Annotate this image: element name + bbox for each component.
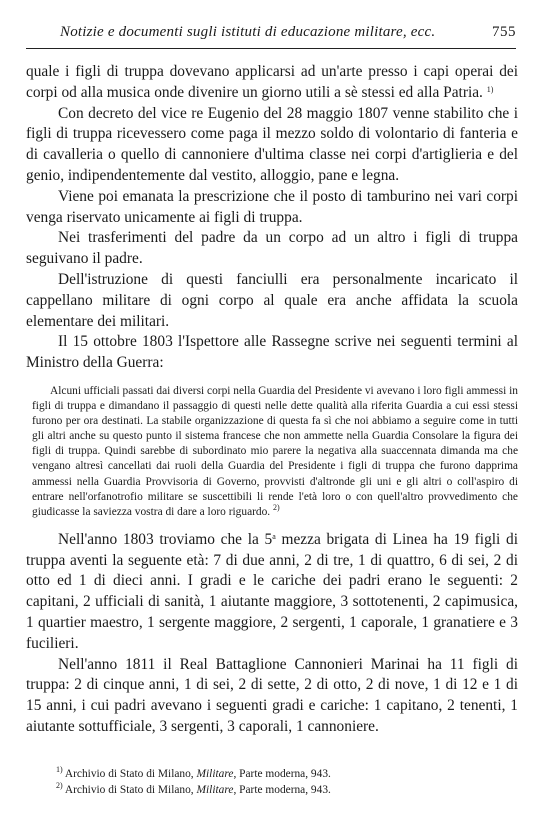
running-title: Notizie e documenti sugli istituti di educazione militare, ecc. — [60, 24, 436, 40]
footnote-source: Archivio di Stato di Milano, — [64, 768, 197, 780]
paragraph-7-rest: mezza brigata di Linea ha 19 figli di truppa aventi la seguente età: 7 di due anni, 2 di tre, 1 di quattro, 6 di sei, 2 di otto ed 1 di dieci anni. I gradi e le cariche dei padri erano le seguenti: 2 capitani, 2 ufficiali di sanità, 1 aiutante maggiore, 3 sottotenenti, 2 capimusica, 1 quartier maestro, 1 sergente maggiore, 2 sergenti, 1 caporale, 1 granatiere e 3 fucilieri. — [26, 530, 518, 652]
paragraph-4: Nei trasferimenti del padre da un corpo ad un altro i figli di truppa seguivano il padre. — [26, 229, 518, 268]
paragraph-3: Viene poi emanata la prescrizione che il posto di tamburino nei vari corpi venga riservato unicamente ai figli di truppa. — [26, 187, 518, 226]
block-quote — [26, 384, 518, 520]
footnote-ref-2[interactable]: 2) — [273, 502, 280, 512]
paragraph-2: Con decreto del vice re Eugenio del 28 maggio 1807 venne stabilito che i figli di truppa ricevessero come paga il mezzo soldo di volontario di fanteria e di cavalleria o quello di cannoniere d'ultima classe nei corpi d'artiglieria e del genio, indipendentemente dal vestito, alloggio, pane e legna. — [26, 104, 518, 184]
footnote-series: Militare — [196, 784, 234, 796]
paragraph-8: Nell'anno 1811 il Real Battaglione Cannonieri Marinai ha 11 figli di truppa: 2 di cinque anni, 1 di sei, 2 di sette, 2 di otto, 2 di nove, 1 di 12 e 1 di 15 anni, i cui padri avevano i seguenti gradi e cariche: 1 capitano, 2 tenenti, 1 aiutante sottufficiale, 3 sergenti, 3 caporali, 1 cannoniere. — [26, 655, 518, 735]
block-quote-text — [32, 384, 518, 520]
paragraph-1 — [26, 62, 518, 104]
paragraph-7 — [26, 530, 518, 655]
footnote-mark: 2) — [56, 781, 63, 790]
footnote-series: Militare — [196, 768, 234, 780]
footnote-2 — [56, 782, 516, 798]
paragraph-1-text: quale i figli di truppa dovevano applicarsi ad un'arte presso i capi operai dei corpi od alla musica onde divenire un giorno utili a sè stessi ed alla Patria. — [26, 63, 518, 101]
page-number: 755 — [492, 24, 516, 40]
quote-body: Alcuni ufficiali passati dai diversi corpi nella Guardia del Presidente vi avevano i loro figli ammessi in figli di truppa e dimandano il passaggio di questi nelle dette qualità alla riferita Guardia a cui essi stessi furono per ora destinati. La stabile organizzazione di questa fa sì che noi abbiamo a seguire come in tutti gli altri anche su questo punto il sistema francese che non ammette nella Guardia Consolare la figura dei figli di truppa. Quindi sarebbe di subordinato mio parere la negativa alla suaccennata dimanda ma che vengano altresì cancellati dai ruoli della Guardia del Presidente i figli di truppa che furono dapprima ammessi nella Guardia Provvisoria di Governo, provvisti d'altronde gli uni e gli altri o coll'aspiro di entrare nell'orfanotrofio militare se suscettibili li rende l'età loro o con quell'altro provvedimento che giudicasse la saviezza vostra di dare a loro riguardo. — [32, 384, 518, 518]
paragraph-5: Dell'istruzione di questi fanciulli era personalmente incaricato il cappellano militare di ogni corpo al quale era anche affidata la scuola elementare dei militari. — [26, 270, 518, 330]
paragraph-7-start: Nell'anno 1803 troviamo che la 5 — [58, 530, 273, 548]
running-header — [26, 20, 516, 49]
footnotes — [56, 766, 516, 798]
footnote-location: , Parte moderna, 943. — [233, 784, 331, 796]
footnote-source: Archivio di Stato di Milano, — [64, 784, 197, 796]
main-text — [26, 62, 518, 738]
footnote-mark: 1) — [56, 765, 63, 774]
footnote-location: , Parte moderna, 943. — [233, 768, 331, 780]
paragraph-6: Il 15 ottobre 1803 l'Ispettore alle Rassegne scrive nei seguenti termini al Ministro della Guerra: — [26, 333, 518, 372]
footnote-1 — [56, 766, 516, 782]
ordinal-superscript: a — [272, 531, 276, 541]
footnote-ref-1[interactable]: 1) — [486, 84, 494, 94]
